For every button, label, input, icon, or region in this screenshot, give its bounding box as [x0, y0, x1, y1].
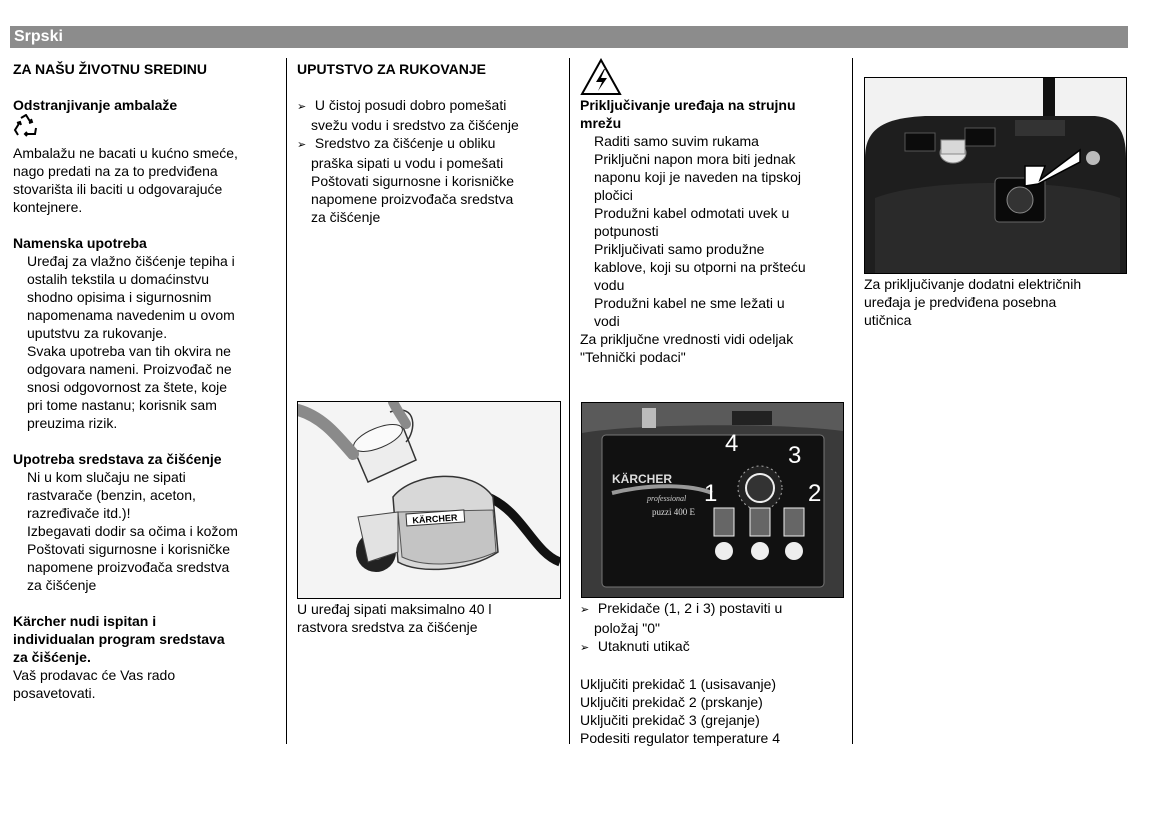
- detergents-text: Ni u kom slučaju ne sipati rastvarače (benzin, aceton, razređivače itd.)! Izbegavati dodir sa očima i kožom Poštovati sigurnosne i korisničke napomene proizvođača sredstva za čišćenje: [27, 469, 238, 593]
- figure-socket: [864, 77, 1127, 274]
- column-operating-instructions: [297, 60, 563, 226]
- panel-label-3: 3: [788, 442, 802, 469]
- packaging-text: Ambalažu ne bacati u kućno smeće, nago predati na za to predviđena stovarišta ili baciti u odgovarajuće kontejnere.: [13, 145, 238, 215]
- column-environment: [13, 60, 281, 702]
- bullet-switches-zero: ➢ Prekidače (1, 2 i 3) postaviti u položaj "0": [580, 599, 848, 637]
- heading-detergents: Upotreba sredstava za čišćenje: [13, 451, 222, 467]
- panel-label-2: 2: [808, 480, 822, 507]
- column-power-connection: [580, 58, 848, 366]
- power-items: Raditi samo suvim rukama Priključni napon mora biti jednak naponu koji je naveden na tipskoj pločici Produžni kabel odmotati uvek u potpunosti Priključivati samo produžne kablove, koji su otporni na pršteću vodu Produžni kabel ne sme ležati u vodi: [594, 133, 806, 329]
- heading-program: Kärcher nudi ispitan i individualan program sredstava za čišćenje.: [13, 613, 225, 665]
- bullet-plug-in: ➢ Utaknuti utikač: [580, 637, 848, 657]
- figure-filling-caption: U uređaj sipati maksimalno 40 l rastvora sredstva za čišćenje: [297, 601, 492, 635]
- panel-subtitle: professional: [647, 494, 687, 503]
- figure-socket-caption: Za priključivanje dodatni električnih uređaja je predviđena posebna utičnica: [864, 276, 1082, 328]
- heading-operating: UPUTSTVO ZA RUKOVANJE: [297, 61, 487, 77]
- figure-control-panel: [581, 402, 844, 598]
- panel-label-4: 4: [725, 430, 739, 457]
- figure-brand-label: KÄRCHER: [412, 512, 458, 526]
- column-divider: [852, 58, 853, 744]
- recycle-icon: [13, 114, 281, 144]
- intended-use-text: Uređaj za vlažno čišćenje tepiha i ostalih tekstila u domaćinstvu shodno opisima i sigurnosnim napomenama navedenim u ovom uputstvu za rukovanje. Svaka upotreba van tih okvira ne odgovara nameni. Proizvođač ne snosi odgovornost za štete, koje pri tome nastanu; korisnik sam preuzima rizik.: [27, 253, 235, 431]
- figure-filling-machine: [297, 401, 561, 599]
- heading-packaging: Odstranjivanje ambalaže: [13, 97, 178, 113]
- column-divider: [569, 58, 570, 744]
- column-divider: [286, 58, 287, 744]
- heading-power-connection: Priključivanje uređaja na strujnu mrežu: [580, 97, 796, 131]
- language-header: Srpski: [10, 26, 1128, 48]
- panel-label-1: 1: [704, 480, 718, 507]
- technical-data-note: Za priključne vrednosti vidi odeljak "Tehnički podaci": [580, 331, 794, 365]
- switch-steps: Uključiti prekidač 1 (usisavanje) Uključiti prekidač 2 (prskanje) Uključiti prekidač 3 (grejanje) Podesiti regulator temperature 4: [580, 676, 780, 746]
- high-voltage-warning-icon: [580, 58, 848, 96]
- panel-model: puzzi 400 E: [652, 507, 695, 517]
- panel-brand: KÄRCHER: [612, 472, 672, 486]
- heading-intended-use: Namenska upotreba: [13, 235, 147, 251]
- program-text: Vaš prodavac će Vas rado posavetovati.: [13, 667, 176, 701]
- bullet-mix-water: ➢ U čistoj posudi dobro pomešati svežu vodu i sredstvo za čišćenje: [297, 96, 563, 134]
- heading-environment: ZA NAŠU ŽIVOTNU SREDINU: [13, 61, 207, 77]
- bullet-powder-detergent: ➢ Sredstvo za čišćenje u obliku praška sipati u vodu i pomešati Poštovati sigurnosne i korisničke napomene proizvođača sredstva za čišćenje: [297, 134, 563, 226]
- column-power-steps: [580, 599, 848, 747]
